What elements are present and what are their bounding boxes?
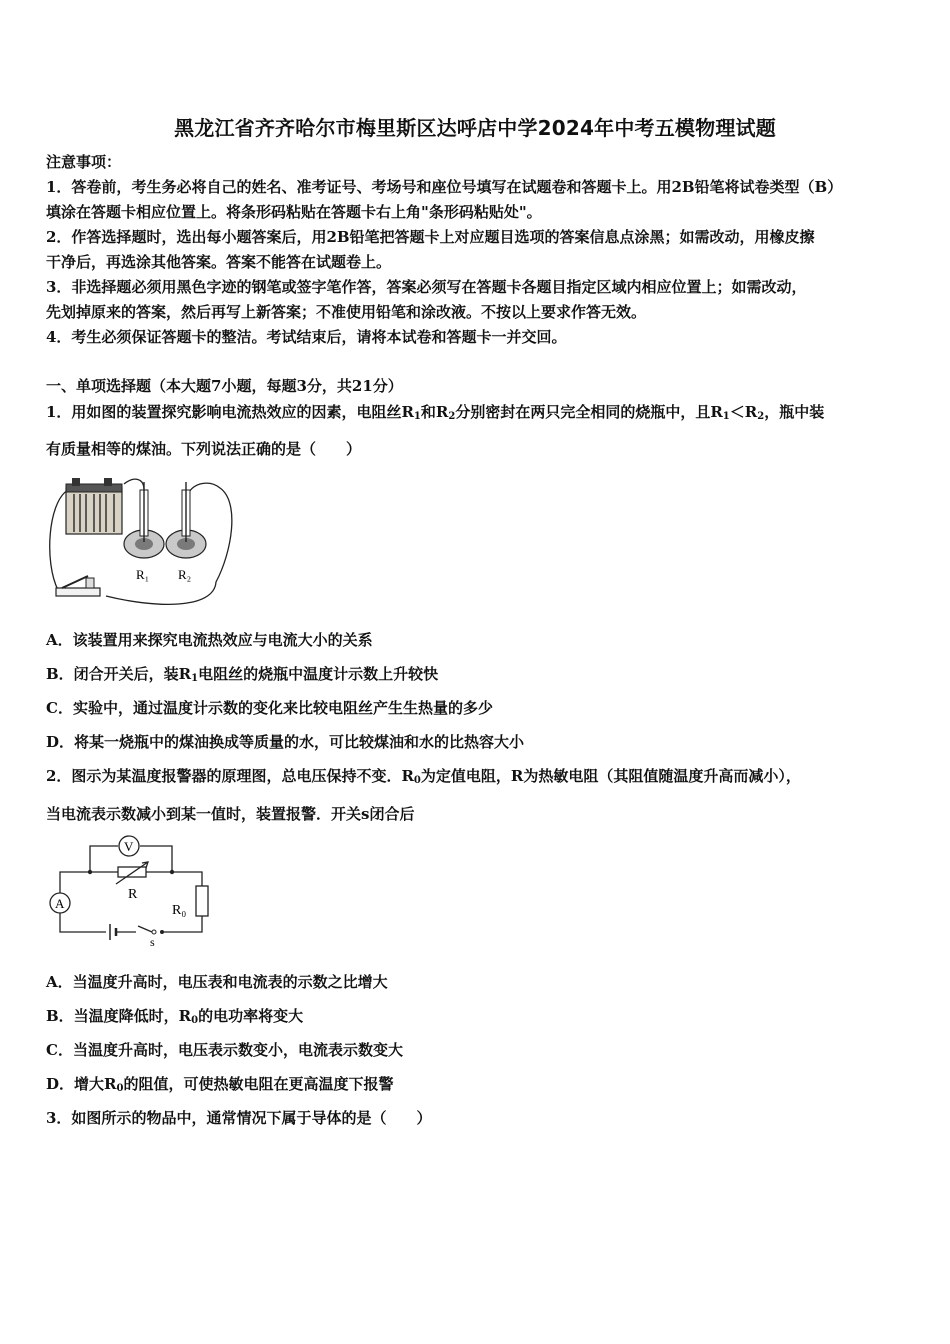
switch-icon: [56, 576, 100, 596]
thermistor-r-icon: [118, 867, 146, 877]
switch-contact-icon: [160, 930, 164, 934]
notice-item-2: 2．作答选择题时，选出每小题答案后，用2B铅笔把答题卡上对应题目选项的答案信息点涂黑；如需改动，用橡皮擦: [46, 228, 815, 246]
q1-text-a: 1．用如图的装置探究影响电流热效应的因素，电阻丝R: [46, 403, 414, 421]
label-r2: R₂: [178, 567, 192, 582]
exam-title: 黑龙江省齐齐哈尔市梅里斯区达呼店中学2024年中考五模物理试题: [174, 116, 776, 140]
q2-optd-text-b: 的阻值，可使热敏电阻在更高温度下报警: [123, 1075, 394, 1093]
notice-item-3-cont: 先划掉原来的答案，然后再写上新答案；不准使用铅笔和涂改液。不按以上要求作答无效。: [46, 303, 647, 321]
q3-stem-line1: 3．如图所示的物品中，通常情况下属于导体的是（ ）: [46, 1109, 432, 1127]
q2-optb-text-a: B．当温度降低时，R: [46, 1007, 192, 1025]
q2-optd-text-a: D．增大R: [46, 1075, 117, 1093]
q1-sub-3: 1: [722, 411, 730, 422]
q1-sub-4: 2: [757, 411, 765, 422]
q1-optb-sub: 1: [191, 673, 199, 684]
label-r: R: [128, 887, 138, 902]
q2-sub: 0: [413, 775, 421, 786]
label-v: V: [124, 839, 134, 854]
notice-item-3: 3．非选择题必须用黑色字迹的钢笔或签字笔作答，答案必须写在答题卡各题目指定区域内相应位置上；如需改动，: [46, 278, 807, 296]
q1-text-e: ，瓶中装: [764, 403, 825, 421]
q1-stem-line1: [46, 402, 824, 427]
notice-item-2-cont: 干净后，再选涂其他答案。答案不能答在试题卷上。: [46, 253, 392, 271]
q2-option-b: [46, 1006, 303, 1031]
resistor-r0-icon: [196, 886, 208, 916]
notice-item-4: 4．考生必须保证答题卡的整洁。考试结束后，请将本试卷和答题卡一并交回。: [46, 328, 567, 346]
notice-item-1: 1．答卷前，考生务必将自己的姓名、准考证号、考场号和座位号填写在试题卷和答题卡上。用2B铅笔将试卷类型（B）: [46, 178, 843, 196]
q1-option-b: [46, 664, 438, 689]
q1-option-c: C．实验中，通过温度计示数的变化来比较电阻丝产生生热量的多少: [46, 699, 493, 717]
q1-sub-2: 2: [448, 411, 456, 422]
label-r1: R₁: [136, 567, 150, 582]
label-r0: R₀: [172, 903, 187, 918]
q1-option-d: D．将某一烧瓶中的煤油换成等质量的水，可比较煤油和水的比热容大小: [46, 733, 525, 751]
q1-text-c: 分别密封在两只完全相同的烧瓶中，且R: [455, 403, 723, 421]
notice-heading: 注意事项：: [46, 153, 122, 171]
q2-option-d: [46, 1074, 393, 1099]
wire-v-left: [90, 846, 118, 872]
notice-item-1-cont: 填涂在答题卡相应位置上。将条形码粘贴在答题卡右上角"条形码粘贴处"。: [46, 203, 542, 221]
q2-optd-sub: 0: [116, 1083, 124, 1094]
q2-option-c: C．当温度升高时，电压表示数变小，电流表示数变大: [46, 1041, 403, 1059]
q2-text-a: 2．图示为某温度报警器的原理图，总电压保持不变．R: [46, 767, 414, 785]
q2-option-a: A．当温度升高时，电压表和电流表的示数之比增大: [46, 973, 388, 991]
label-s: s: [150, 935, 155, 946]
q1-text-b: 和R: [420, 403, 449, 421]
flask-r1-icon: [124, 482, 164, 558]
q2-circuit-figure: [44, 834, 222, 946]
wire-left-bottom: [60, 912, 106, 932]
section-heading: 一、单项选择题（本大题7小题，每题3分，共21分）: [46, 377, 403, 395]
q2-text-b: 为定值电阻，R为热敏电阻（其阻值随温度升高而减小），: [420, 767, 801, 785]
q1-stem-line2: 有质量相等的煤油。下列说法正确的是（ ）: [46, 440, 362, 458]
wire-top: [124, 479, 144, 490]
q1-optb-text-a: B．闭合开关后，装R: [46, 665, 192, 683]
flask-r2-icon: [166, 482, 206, 558]
q1-text-d: ＜R: [729, 403, 758, 421]
battery-icon: [66, 478, 122, 534]
q1-circuit-figure: [44, 472, 240, 612]
q1-option-a: A．该装置用来探究电流热效应与电流大小的关系: [46, 631, 373, 649]
wire-right-bottom: [162, 916, 202, 932]
q2-stem-line1: [46, 766, 801, 791]
q1-optb-text-b: 电阻丝的烧瓶中温度计示数上升较快: [198, 665, 439, 683]
switch-blade-icon: [138, 926, 152, 932]
q2-stem-line2: 当电流表示数减小到某一值时，装置报警．开关s闭合后: [46, 805, 415, 823]
label-a: A: [55, 896, 65, 911]
q2-optb-sub: 0: [191, 1015, 199, 1026]
q2-optb-text-b: 的电功率将变大: [198, 1007, 304, 1025]
q1-sub-1: 1: [413, 411, 421, 422]
